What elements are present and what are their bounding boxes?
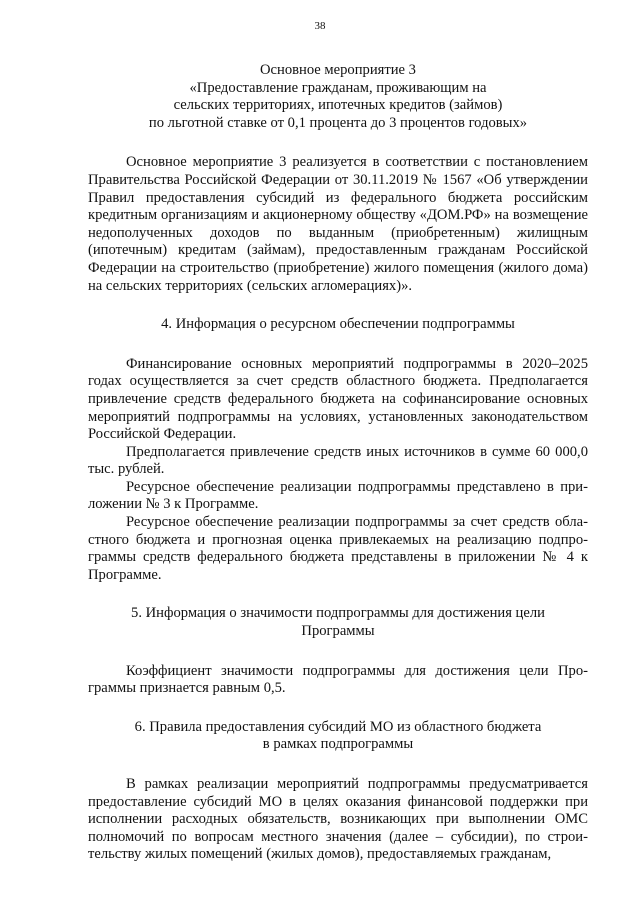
section6-heading-line: 6. Правила предоставления субсидий МО из областного бюджета (134, 718, 542, 735)
measure3-heading-line: Основное мероприятие 3 (260, 62, 416, 78)
section5-heading-line: 5. Информация о значимости подпрограммы для достижения цели (131, 605, 545, 622)
measure3-heading (88, 62, 588, 132)
measure3-paragraph: Основное мероприятие 3 реализуется в соответствии с постановлением Правительства Российской Федерации от 30.11.2019 № 1567 «Об утверждении Правил предоставления субсидий из федерального бюджета российским кредитным организациям и акционерному обществу «ДОМ.РФ» на возмещение недополученных доходов по выданным (приобретенным) жилищным (ипотечным) кредитам (займам), предоставленным гражданам Российской Федерации на строительство (приобретение) жилого помещения (жилого дома) на сельских территориях (сельских агломерациях)». (88, 154, 588, 294)
measure3-heading-line: сельских территориях, ипотечных кредитов (займов) (173, 97, 503, 114)
page-number: 38 (314, 20, 326, 32)
page-content (88, 62, 588, 864)
section6-heading-line: в рамках подпрограммы (262, 736, 414, 753)
measure3-heading-line: по льготной ставке от 0,1 процента до 3 процентов годовых» (148, 114, 528, 131)
section5-heading (88, 605, 588, 640)
section6-heading (88, 719, 588, 754)
section4-heading-line: 4. Информация о ресурсном обеспечении подпрограммы (161, 316, 515, 333)
measure3-heading-line: «Предоставление гражданам, проживающим на (189, 79, 487, 96)
section5-paragraph: Коэффициент значимости подпрограммы для достижения цели Программы признается равным 0,5. (88, 662, 588, 697)
section5-heading-line: Программы (301, 623, 375, 640)
section4-paragraph: Ресурсное обеспечение реализации подпрограммы за счет средств областного бюджета и прогнозная оценка привлекаемых на реализацию подпрограммы средств федерального бюджета представлены в приложении № 4 к Программе. (88, 514, 588, 583)
section4-paragraph: Предполагается привлечение средств иных источников в сумме 60 000,0 тыс. рублей. (88, 443, 588, 478)
section4-paragraph: Финансирование основных мероприятий подпрограммы в 2020–2025 годах осуществляется за счет средств областного бюджета. Предполагается привлечение средств федерального бюджета на софинансирование основных мероприятий подпрограммы на условиях, установленных законодательством Российской Федерации. (88, 355, 588, 443)
section4-paragraph: Ресурсное обеспечение реализации подпрограммы представлено в приложении № 3 к Программе. (88, 478, 588, 513)
section6-paragraph: В рамках реализации мероприятий подпрограммы предусматривается предоставление субсидий МО в целях оказания финансовой поддержки при исполнении расходных обязательств, возникающих при выполнении ОМС полномочий по вопросам местного значения (далее – субсидии), по строительству жилых помещений (жилых домов), предоставляемых гражданам, (88, 776, 588, 863)
section4-heading (88, 316, 588, 334)
